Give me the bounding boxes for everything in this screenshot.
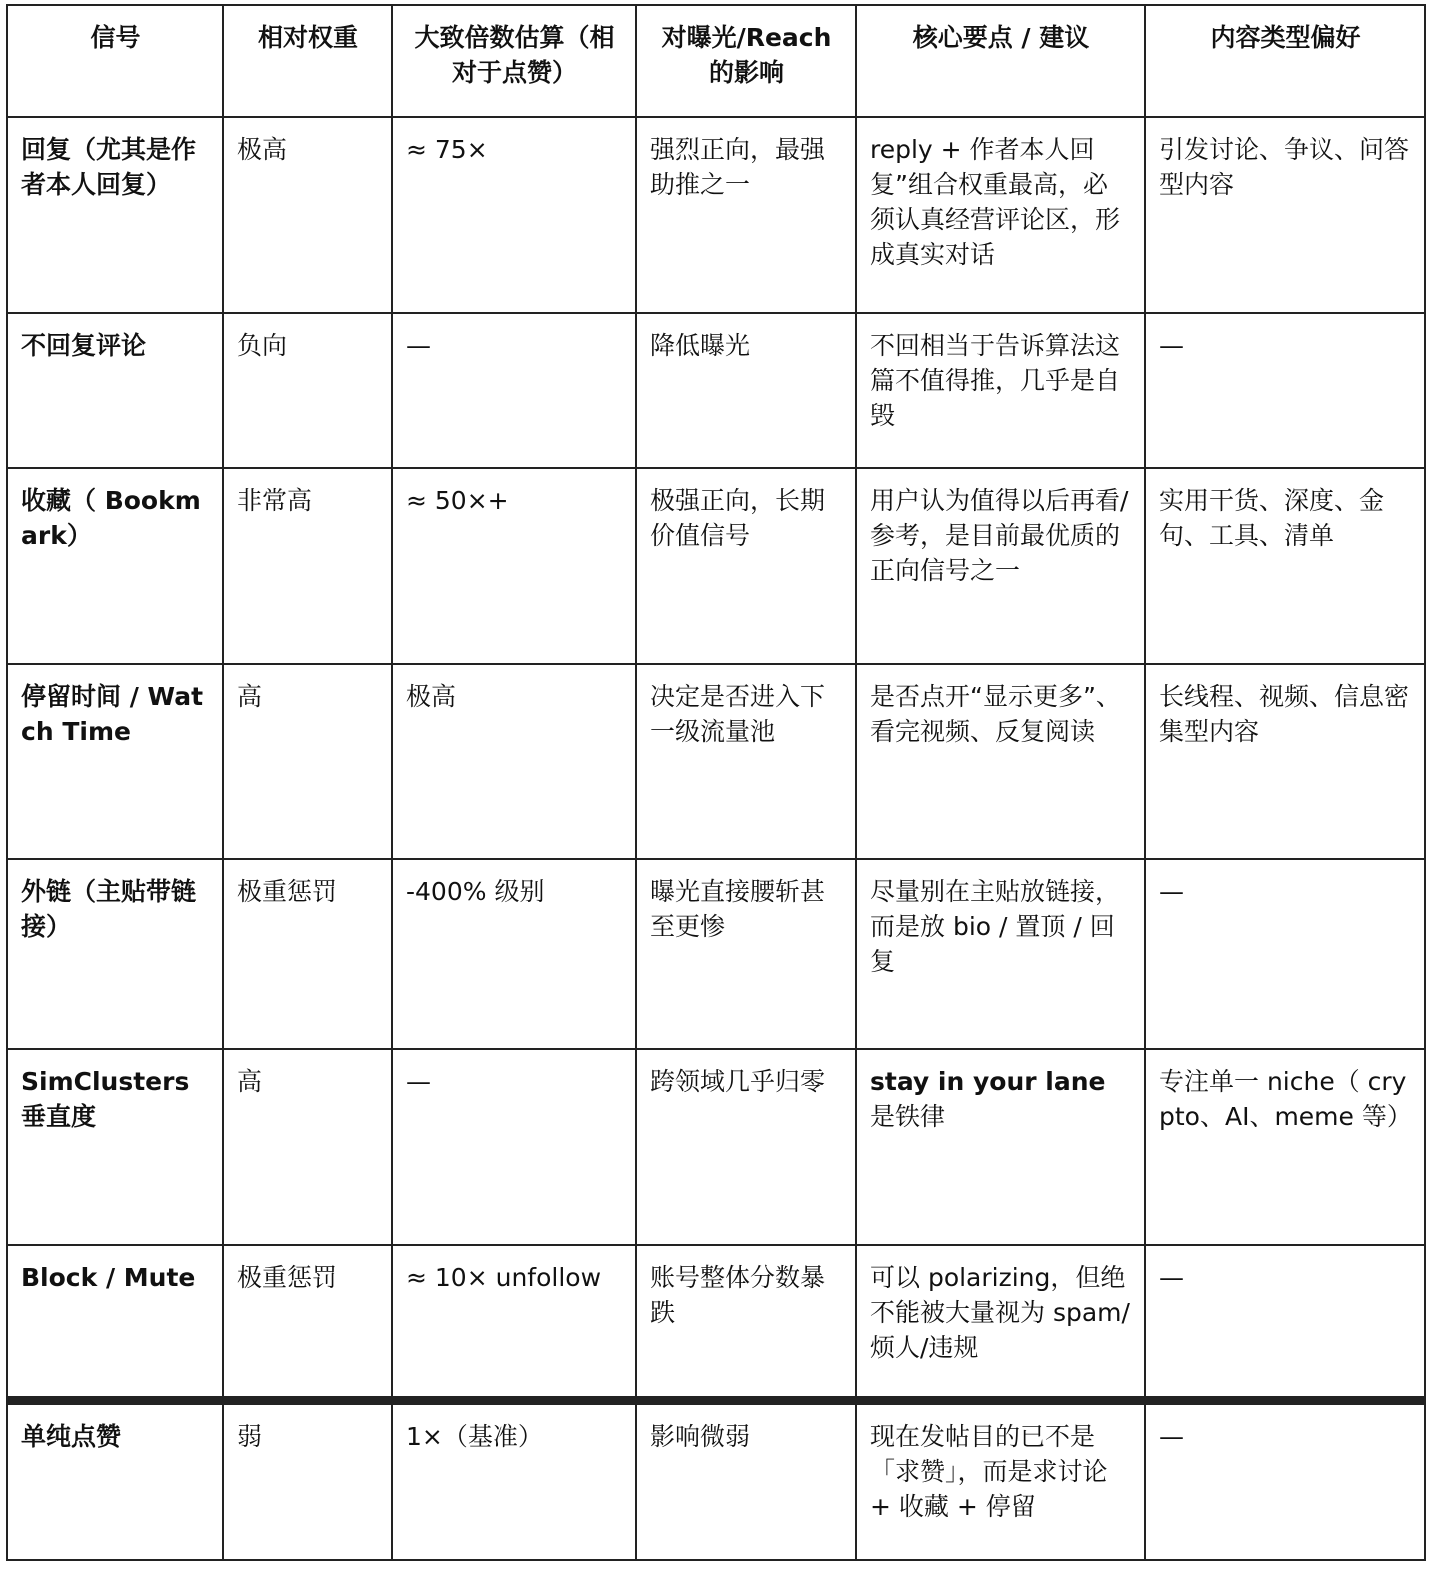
cell-content: — — [1145, 859, 1425, 1049]
header-impact: 对曝光/Reach的影响 — [636, 5, 856, 117]
cell-content: 长线程、视频、信息密集型内容 — [1145, 664, 1425, 859]
cell-impact: 曝光直接腰斩甚至更惨 — [636, 859, 856, 1049]
table-row — [7, 1245, 1425, 1400]
cell-impact: 跨领域几乎归零 — [636, 1049, 856, 1245]
cell-advice-emphasis: stay in your lane — [870, 1067, 1106, 1096]
cell-content: 引发讨论、争议、问答型内容 — [1145, 117, 1425, 313]
cell-multiplier: — — [392, 313, 636, 468]
cell-weight: 极高 — [223, 117, 392, 313]
cell-signal: 回复（尤其是作者本人回复） — [7, 117, 223, 313]
cell-advice: 可以 polarizing，但绝不能被大量视为 spam/烦人/违规 — [856, 1245, 1145, 1400]
cell-content: 专注单一 niche（ crypto、AI、meme 等） — [1145, 1049, 1425, 1245]
cell-advice — [856, 1049, 1145, 1245]
cell-multiplier: 极高 — [392, 664, 636, 859]
table-row — [7, 313, 1425, 468]
cell-impact: 账号整体分数暴跌 — [636, 1245, 856, 1400]
header-signal: 信号 — [7, 5, 223, 117]
cell-signal: 单纯点赞 — [7, 1400, 223, 1560]
cell-signal: 外链（主贴带链接） — [7, 859, 223, 1049]
cell-multiplier: 1×（基准） — [392, 1400, 636, 1560]
cell-advice: 是否点开“显示更多”、看完视频、反复阅读 — [856, 664, 1145, 859]
cell-weight: 高 — [223, 664, 392, 859]
cell-content: — — [1145, 1245, 1425, 1400]
cell-weight: 非常高 — [223, 468, 392, 664]
cell-weight: 高 — [223, 1049, 392, 1245]
cell-advice: 现在发帖目的已不是「求赞」，而是求讨论 + 收藏 + 停留 — [856, 1400, 1145, 1560]
cell-signal: 收藏（ Bookmark） — [7, 468, 223, 664]
cell-impact: 极强正向，长期价值信号 — [636, 468, 856, 664]
cell-multiplier: ≈ 50×+ — [392, 468, 636, 664]
cell-content: — — [1145, 313, 1425, 468]
cell-impact: 影响微弱 — [636, 1400, 856, 1560]
cell-signal: 不回复评论 — [7, 313, 223, 468]
cell-content: 实用干货、深度、金句、工具、清单 — [1145, 468, 1425, 664]
table-row — [7, 468, 1425, 664]
cell-impact: 强烈正向，最强助推之一 — [636, 117, 856, 313]
table-row — [7, 117, 1425, 313]
header-advice: 核心要点 / 建议 — [856, 5, 1145, 117]
table-row — [7, 1400, 1425, 1560]
cell-multiplier: ≈ 10× unfollow — [392, 1245, 636, 1400]
cell-multiplier: ≈ 75× — [392, 117, 636, 313]
cell-weight: 弱 — [223, 1400, 392, 1560]
cell-signal: SimClusters 垂直度 — [7, 1049, 223, 1245]
cell-multiplier: — — [392, 1049, 636, 1245]
cell-impact: 决定是否进入下一级流量池 — [636, 664, 856, 859]
cell-content: — — [1145, 1400, 1425, 1560]
header-content: 内容类型偏好 — [1145, 5, 1425, 117]
cell-advice: 不回相当于告诉算法这篇不值得推，几乎是自毁 — [856, 313, 1145, 468]
header-row — [7, 5, 1425, 117]
table-row — [7, 664, 1425, 859]
cell-signal: 停留时间 / Watch Time — [7, 664, 223, 859]
header-weight: 相对权重 — [223, 5, 392, 117]
cell-advice: 用户认为值得以后再看/参考，是目前最优质的正向信号之一 — [856, 468, 1145, 664]
signal-table — [6, 4, 1426, 1561]
cell-weight: 极重惩罚 — [223, 859, 392, 1049]
header-multiplier: 大致倍数估算（相对于点赞） — [392, 5, 636, 117]
cell-advice: reply + 作者本人回复”组合权重最高，必须认真经营评论区，形成真实对话 — [856, 117, 1145, 313]
cell-signal: Block / Mute — [7, 1245, 223, 1400]
cell-weight: 负向 — [223, 313, 392, 468]
table-row — [7, 1049, 1425, 1245]
cell-weight: 极重惩罚 — [223, 1245, 392, 1400]
cell-advice: 尽量别在主贴放链接，而是放 bio / 置顶 / 回复 — [856, 859, 1145, 1049]
cell-advice-rest: 是铁律 — [870, 1102, 946, 1131]
table-row — [7, 859, 1425, 1049]
cell-multiplier: -400% 级别 — [392, 859, 636, 1049]
cell-impact: 降低曝光 — [636, 313, 856, 468]
